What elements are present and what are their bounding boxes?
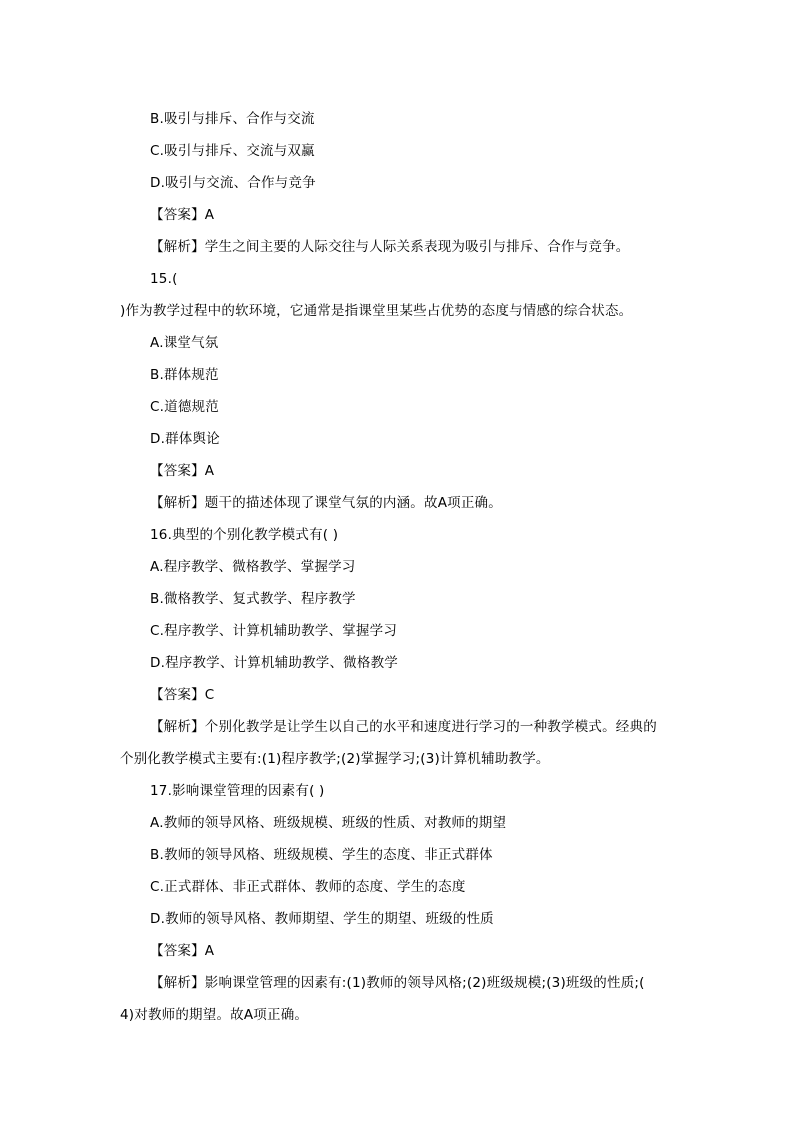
explanation-q15: 【解析】题干的描述体现了课堂气氛的内涵。故A项正确。 xyxy=(150,495,502,511)
option-c-q16: C.程序教学、计算机辅助教学、掌握学习 xyxy=(150,623,398,639)
option-d-q16: D.程序教学、计算机辅助教学、微格教学 xyxy=(150,655,398,671)
answer-q15: 【答案】A xyxy=(150,463,215,479)
option-a-q15: A.课堂气氛 xyxy=(150,335,219,351)
option-c-q17: C.正式群体、非正式群体、教师的态度、学生的态度 xyxy=(150,879,466,895)
option-a-q17: A.教师的领导风格、班级规模、班级的性质、对教师的期望 xyxy=(150,815,507,831)
option-c-q14: C.吸引与排斥、交流与双赢 xyxy=(150,143,315,159)
option-b-q15: B.群体规范 xyxy=(150,367,219,383)
option-b-q14: B.吸引与排斥、合作与交流 xyxy=(150,111,315,127)
question-15-text: )作为教学过程中的软环境，它通常是指课堂里某些占优势的态度与情感的综合状态。 xyxy=(120,303,633,319)
answer-q14: 【答案】A xyxy=(150,207,215,223)
option-c-q15: C.道德规范 xyxy=(150,399,219,415)
option-b-q16: B.微格教学、复式教学、程序教学 xyxy=(150,591,356,607)
option-d-q14: D.吸引与交流、合作与竞争 xyxy=(150,175,316,191)
option-b-q17: B.教师的领导风格、班级规模、学生的态度、非正式群体 xyxy=(150,847,493,863)
explanation-q14: 【解析】学生之间主要的人际交往与人际关系表现为吸引与排斥、合作与竞争。 xyxy=(150,239,630,255)
explanation-q16-line1: 【解析】个别化教学是让学生以自己的水平和速度进行学习的一种教学模式。经典的 xyxy=(150,719,657,735)
question-15-number: 15.( xyxy=(150,271,178,287)
question-17: 17.影响课堂管理的因素有( ) xyxy=(150,783,325,799)
answer-q16: 【答案】C xyxy=(150,687,215,703)
question-16: 16.典型的个别化教学模式有( ) xyxy=(150,527,339,543)
explanation-q17-line1: 【解析】影响课堂管理的因素有:(1)教师的领导风格;(2)班级规模;(3)班级的性质;( xyxy=(150,975,645,991)
explanation-q17-line2: 4)对教师的期望。故A项正确。 xyxy=(120,1007,309,1023)
option-a-q16: A.程序教学、微格教学、掌握学习 xyxy=(150,559,356,575)
option-d-q17: D.教师的领导风格、教师期望、学生的期望、班级的性质 xyxy=(150,911,494,927)
explanation-q16-line2: 个别化教学模式主要有:(1)程序教学;(2)掌握学习;(3)计算机辅助教学。 xyxy=(120,751,550,767)
answer-q17: 【答案】A xyxy=(150,943,215,959)
option-d-q15: D.群体舆论 xyxy=(150,431,220,447)
